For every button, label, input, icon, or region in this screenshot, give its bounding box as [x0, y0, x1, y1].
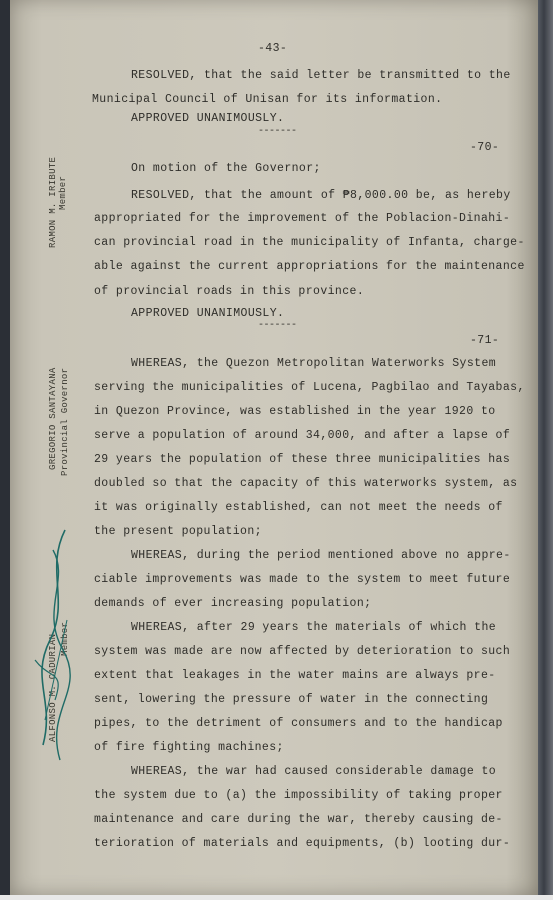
separator: -------	[258, 126, 297, 137]
text-line: in Quezon Province, was established in the year 1920 to	[94, 405, 496, 418]
margin-name-2: GREGORIO SANTAYANA	[48, 367, 58, 470]
scan-footer	[0, 895, 553, 900]
text-line: of provincial roads in this province.	[94, 285, 365, 298]
text-line: extent that leakages in the water mains are always pre-	[94, 669, 496, 682]
item-number: -70-	[470, 141, 500, 154]
document-page	[10, 0, 538, 895]
text-line: sent, lowering the pressure of water in the connecting	[94, 693, 489, 706]
margin-name-1: RAMON M. IRIBUTE	[48, 156, 58, 248]
separator: -------	[258, 320, 297, 331]
text-line: maintenance and care during the war, thereby causing de-	[94, 813, 503, 826]
text-line: RESOLVED, that the amount of ₱8,000.00 be, as hereby	[131, 189, 511, 202]
text-line: appropriated for the improvement of the Poblacion-Dinahi-	[94, 212, 511, 225]
text-line: doubled so that the capacity of this waterworks system, as	[94, 477, 518, 490]
item-number: -71-	[470, 334, 500, 347]
text-line: the system due to (a) the impossibility of taking proper	[94, 789, 503, 802]
text-line: WHEREAS, after 29 years the materials of which the	[131, 621, 497, 634]
text-line: On motion of the Governor;	[131, 162, 321, 175]
text-line: APPROVED UNANIMOUSLY.	[131, 112, 285, 125]
handwritten-signature	[25, 510, 85, 770]
text-line: WHEREAS, the Quezon Metropolitan Waterworks System	[131, 357, 497, 370]
book-spine-edge	[538, 0, 553, 895]
text-line: serve a population of around 34,000, and after a lapse of	[94, 429, 511, 442]
text-line: able against the current appropriations for the maintenance	[94, 260, 525, 273]
text-line: can provincial road in the municipality of Infanta, charge-	[94, 236, 525, 249]
margin-title-3: Member	[60, 621, 70, 656]
text-line: APPROVED UNANIMOUSLY.	[131, 307, 285, 320]
text-line: it was originally established, can not meet the needs of	[94, 501, 503, 514]
text-line: Municipal Council of Unisan for its information.	[92, 93, 443, 106]
text-line: RESOLVED, that the said letter be transmitted to the	[131, 69, 511, 82]
text-line: pipes, to the detriment of consumers and to the handicap	[94, 717, 503, 730]
text-line: system was made are now affected by deterioration to such	[94, 645, 511, 658]
text-line: serving the municipalities of Lucena, Pagbilao and Tayabas,	[94, 381, 525, 394]
text-line: WHEREAS, the war had caused considerable damage to	[131, 765, 497, 778]
text-line: demands of ever increasing population;	[94, 597, 372, 610]
text-line: 29 years the population of these three municipalities has	[94, 453, 511, 466]
margin-name-3: ALFONSO M. CADURIAN	[48, 633, 58, 742]
margin-title-2: Provincial Governor	[60, 367, 70, 476]
text-line: WHEREAS, during the period mentioned above no appre-	[131, 549, 511, 562]
text-line: ciable improvements was made to the system to meet future	[94, 573, 511, 586]
page-number: -43-	[258, 42, 288, 55]
text-line: of fire fighting machines;	[94, 741, 284, 754]
text-line: the present population;	[94, 525, 262, 538]
margin-title-1: Member	[58, 175, 68, 210]
text-line: terioration of materials and equipments, (b) looting dur-	[94, 837, 511, 850]
